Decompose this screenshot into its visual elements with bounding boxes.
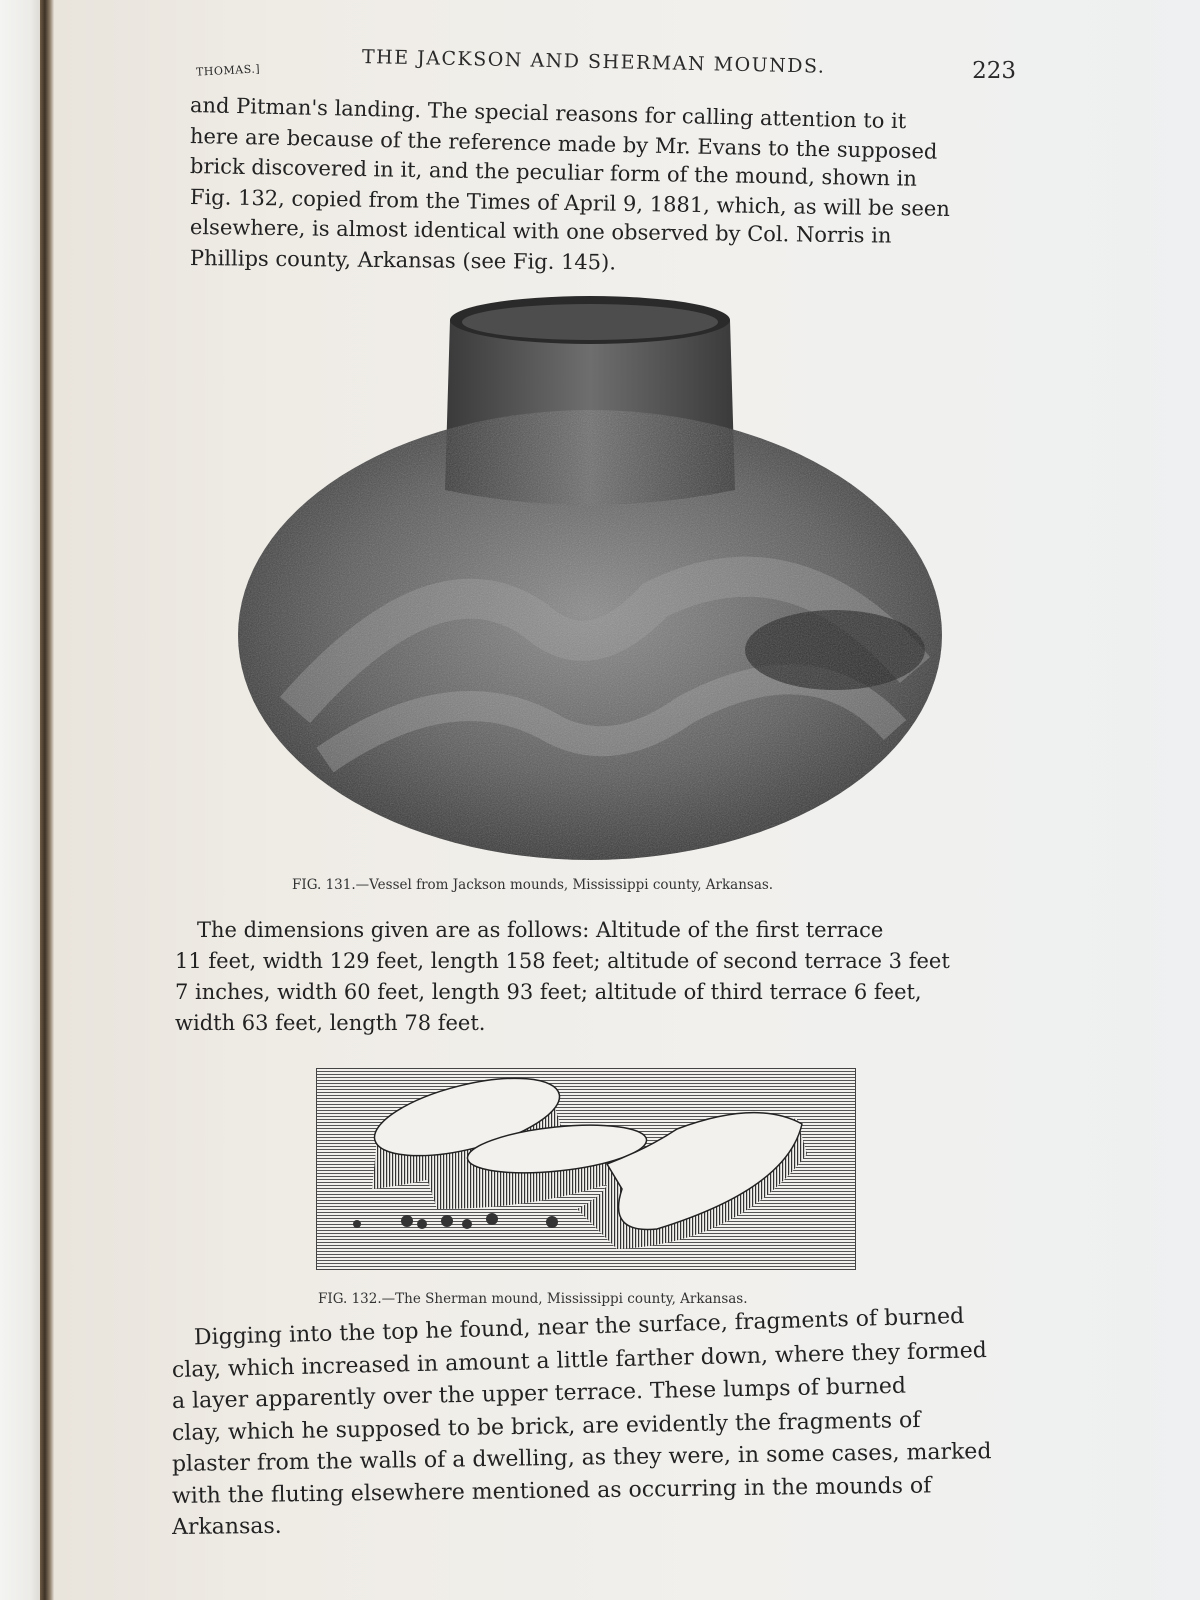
paragraph-1 xyxy=(190,90,1010,273)
book-gutter xyxy=(40,0,54,1600)
text-line: clay, which he supposed to be brick, are evidently the fragments of xyxy=(171,1407,921,1446)
text-line: 11 feet, width 129 feet, length 158 feet; altitude of second terrace 3 feet xyxy=(175,949,950,973)
text-line: width 63 feet, length 78 feet. xyxy=(175,1011,486,1035)
facing-page-edge xyxy=(0,0,44,1600)
text-line: and Pitman's landing. The special reasons for calling attention to it xyxy=(189,93,907,134)
text-line: 7 inches, width 60 feet, length 93 feet; altitude of third terrace 6 feet, xyxy=(175,980,922,1004)
text-line: Phillips county, Arkansas (see Fig. 145). xyxy=(189,245,617,274)
text-line: here are because of the reference made by Mr. Evans to the supposed xyxy=(189,123,938,164)
text-line: The dimensions given are as follows: Altitude of the first terrace xyxy=(197,918,884,942)
running-header xyxy=(196,46,1016,86)
vessel-figure-image xyxy=(235,290,945,865)
figure-132-caption: FIG. 132.—The Sherman mound, Mississippi county, Arkansas. xyxy=(318,1291,748,1307)
text-line: brick discovered in it, and the peculiar form of the mound, shown in xyxy=(189,154,918,191)
header-author: THOMAS.] xyxy=(195,62,261,79)
text-line: clay, which increased in amount a little farther down, where they formed xyxy=(171,1337,988,1383)
text-line: Fig. 132, copied from the Times of April 9, 1881, which, as will be seen xyxy=(189,184,951,221)
text-line: Arkansas. xyxy=(171,1513,282,1540)
text-line: elsewhere, is almost identical with one observed by Col. Norris in xyxy=(189,215,892,248)
text-line: plaster from the walls of a dwelling, as they were, in some cases, marked xyxy=(171,1439,992,1477)
page-number: 223 xyxy=(972,58,1016,84)
text-line: Digging into the top he found, near the surface, fragments of burned xyxy=(193,1303,965,1351)
figure-131-caption: FIG. 131.—Vessel from Jackson mounds, Mississippi county, Arkansas. xyxy=(292,877,774,893)
paragraph-2 xyxy=(175,915,1005,1039)
mound-figure-image xyxy=(316,1068,856,1270)
header-title: THE JACKSON AND SHERMAN MOUNDS. xyxy=(361,46,826,78)
text-line: a layer apparently over the upper terrace. These lumps of burned xyxy=(171,1373,907,1414)
paragraph-3 xyxy=(171,1303,1002,1544)
text-line: with the fluting elsewhere mentioned as occurring in the mounds of xyxy=(171,1472,932,1509)
